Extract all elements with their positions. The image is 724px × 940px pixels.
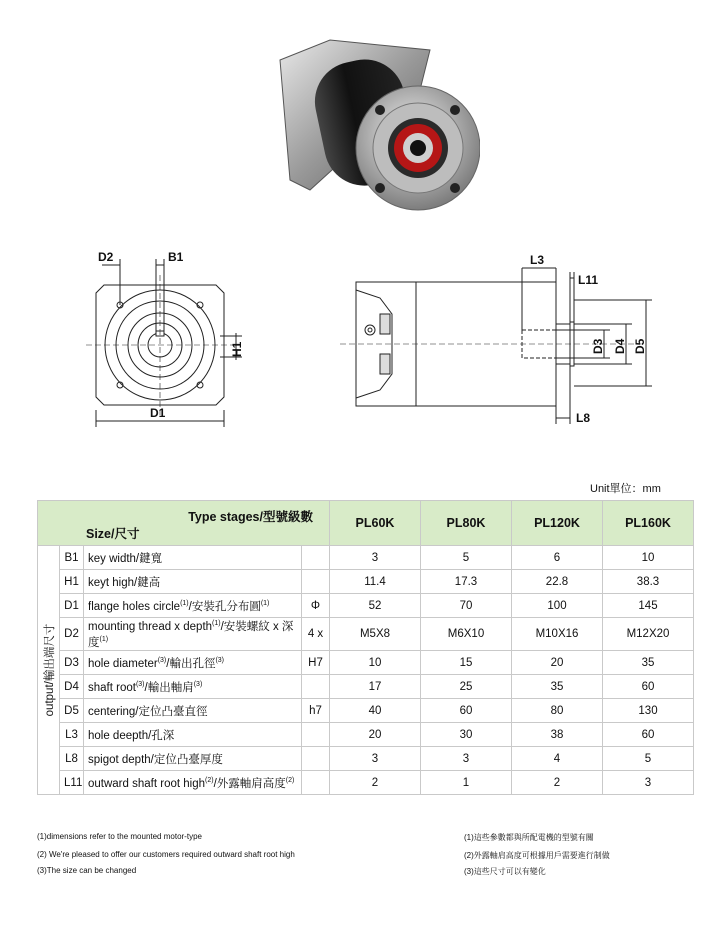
row-footnote-ref: (1) [212, 620, 221, 628]
dim-label-l11: L11 [578, 273, 599, 287]
row-description [84, 594, 302, 618]
table-cell-value: 10 [603, 546, 694, 570]
front-view-drawing [80, 245, 250, 435]
table-cell-value: 38.3 [603, 570, 694, 594]
output-side-label-cell [38, 546, 60, 795]
note-zh-3: (3)這些尺寸可以有變化 [464, 867, 546, 876]
row-description-text: centering/定位凸臺直徑 [88, 705, 208, 718]
table-cell-value: 35 [512, 675, 603, 699]
table-body [38, 546, 694, 795]
table-cell-value: 25 [421, 675, 512, 699]
model-header: PL160K [603, 501, 694, 546]
dim-label-d3: D3 [591, 338, 605, 354]
spec-table [37, 500, 694, 795]
table-cell-value: 10 [330, 651, 421, 675]
table-header-row [38, 501, 694, 546]
row-description-text-zh: /輸出軸肩 [144, 681, 194, 694]
row-footnote-ref: (3) [215, 656, 225, 664]
table-row [38, 747, 694, 771]
dim-label-d4: D4 [613, 338, 627, 354]
table-cell-value: 20 [330, 723, 421, 747]
row-description-text-zh: /輸出孔徑 [166, 657, 216, 670]
row-description-text: shaft root [88, 681, 136, 694]
table-row [38, 675, 694, 699]
row-symbol [302, 771, 330, 795]
row-description-text-zh: /安裝孔分布圓 [188, 600, 261, 613]
row-symbol [302, 723, 330, 747]
table-cell-value: 15 [421, 651, 512, 675]
row-description-text: flange holes circle [88, 600, 181, 613]
table-cell-value: M6X10 [421, 618, 512, 651]
table-cell-value: 3 [330, 546, 421, 570]
table-cell-value: 1 [421, 771, 512, 795]
table-cell-value: 4 [512, 747, 603, 771]
model-header: PL80K [421, 501, 512, 546]
table-cell-value: 2 [330, 771, 421, 795]
row-symbol: 4 x [302, 618, 330, 651]
row-symbol: H7 [302, 651, 330, 675]
table-cell-value: 52 [330, 594, 421, 618]
header-type-stages: Type stages/型號級數 [188, 510, 313, 524]
row-description [84, 675, 302, 699]
dim-label-d1: D1 [150, 406, 166, 420]
dim-label-l3: L3 [530, 253, 545, 267]
table-row [38, 723, 694, 747]
row-description [84, 699, 302, 723]
row-description [84, 651, 302, 675]
table-cell-value: 3 [603, 771, 694, 795]
row-code: D5 [60, 699, 84, 723]
row-description-text: hole diameter [88, 657, 158, 670]
table-row [38, 771, 694, 795]
row-footnote-ref: (1) [260, 599, 270, 607]
row-code: D3 [60, 651, 84, 675]
row-description-text: mounting thread x depth [88, 621, 213, 633]
note-en-1: (1)dimensions refer to the mounted motor-type [37, 832, 202, 841]
table-cell-value: 6 [512, 546, 603, 570]
table-cell-value: M12X20 [603, 618, 694, 651]
table-cell-value: 130 [603, 699, 694, 723]
row-description [84, 618, 302, 651]
dim-label-l8: L8 [576, 411, 591, 425]
row-symbol [302, 570, 330, 594]
header-size: Size/尺寸 [86, 527, 140, 541]
note-en-2: (2) We're pleased to offer our customers required outward shaft root high [37, 850, 295, 859]
table-cell-value: M5X8 [330, 618, 421, 651]
row-description [84, 771, 302, 795]
model-header: PL120K [512, 501, 603, 546]
row-symbol [302, 747, 330, 771]
note-zh-2: (2)外露軸肩高度可根據用戶需要進行制做 [464, 851, 610, 860]
row-code: L3 [60, 723, 84, 747]
table-cell-value: 30 [421, 723, 512, 747]
row-description-text: keyt high/鍵高 [88, 576, 161, 589]
row-footnote-ref: (2) [285, 776, 295, 784]
row-footnote-ref: (3) [193, 680, 203, 688]
table-cell-value: 35 [603, 651, 694, 675]
table-row [38, 618, 694, 651]
table-row [38, 570, 694, 594]
table-cell-value: 3 [421, 747, 512, 771]
row-code: H1 [60, 570, 84, 594]
table-cell-value: 20 [512, 651, 603, 675]
row-description [84, 723, 302, 747]
side-view-drawing [340, 250, 670, 430]
row-description-text-zh: /外露軸肩高度 [213, 777, 286, 790]
table-cell-value: 60 [603, 675, 694, 699]
table-cell-value: 60 [421, 699, 512, 723]
row-footnote-ref: (2) [205, 776, 214, 784]
row-description [84, 570, 302, 594]
dim-label-b1: B1 [168, 250, 184, 264]
note-zh-1: (1)這些參數都與所配電機的型號有關 [464, 833, 594, 842]
table-row [38, 699, 694, 723]
row-description [84, 747, 302, 771]
row-symbol [302, 546, 330, 570]
row-code: B1 [60, 546, 84, 570]
table-header-cell [38, 501, 330, 546]
table-cell-value: 60 [603, 723, 694, 747]
dim-label-h1: H1 [230, 341, 244, 357]
product-photo [270, 30, 480, 225]
row-code: D2 [60, 618, 84, 651]
table-cell-value: 5 [603, 747, 694, 771]
model-header: PL60K [330, 501, 421, 546]
table-cell-value: 2 [512, 771, 603, 795]
row-footnote-ref: (1) [180, 599, 189, 607]
row-footnote-ref: (3) [135, 680, 145, 688]
table-cell-value: 145 [603, 594, 694, 618]
table-cell-value: 5 [421, 546, 512, 570]
row-description-text: outward shaft root high [88, 777, 205, 790]
row-description [84, 546, 302, 570]
unit-note: Unit單位：mm [590, 483, 661, 495]
dim-label-d2: D2 [98, 250, 114, 264]
dim-label-d5: D5 [633, 338, 647, 354]
row-code: L11 [60, 771, 84, 795]
row-code: D1 [60, 594, 84, 618]
table-row [38, 546, 694, 570]
row-code: D4 [60, 675, 84, 699]
row-description-text-zh: /安裝螺紋 x 深度 [88, 621, 294, 649]
table-cell-value: 80 [512, 699, 603, 723]
note-en-3: (3)The size can be changed [37, 866, 137, 875]
row-description-text: hole deepth/孔深 [88, 729, 175, 742]
row-description-text: spigot depth/定位凸臺厚度 [88, 753, 223, 766]
table-cell-value: 38 [512, 723, 603, 747]
row-footnote-ref: (3) [157, 656, 167, 664]
table-row [38, 651, 694, 675]
table-cell-value: 100 [512, 594, 603, 618]
row-symbol: h7 [302, 699, 330, 723]
row-symbol: Φ [302, 594, 330, 618]
table-cell-value: 11.4 [330, 570, 421, 594]
row-footnote-ref: (1) [99, 636, 109, 644]
output-side-label: output/輸出端尺寸 [43, 623, 56, 717]
table-cell-value: 40 [330, 699, 421, 723]
table-cell-value: 17 [330, 675, 421, 699]
row-code: L8 [60, 747, 84, 771]
table-cell-value: 3 [330, 747, 421, 771]
table-cell-value: 17.3 [421, 570, 512, 594]
table-cell-value: M10X16 [512, 618, 603, 651]
row-description-text: key width/鍵寬 [88, 552, 163, 565]
table-cell-value: 70 [421, 594, 512, 618]
row-symbol [302, 675, 330, 699]
table-cell-value: 22.8 [512, 570, 603, 594]
table-row [38, 594, 694, 618]
